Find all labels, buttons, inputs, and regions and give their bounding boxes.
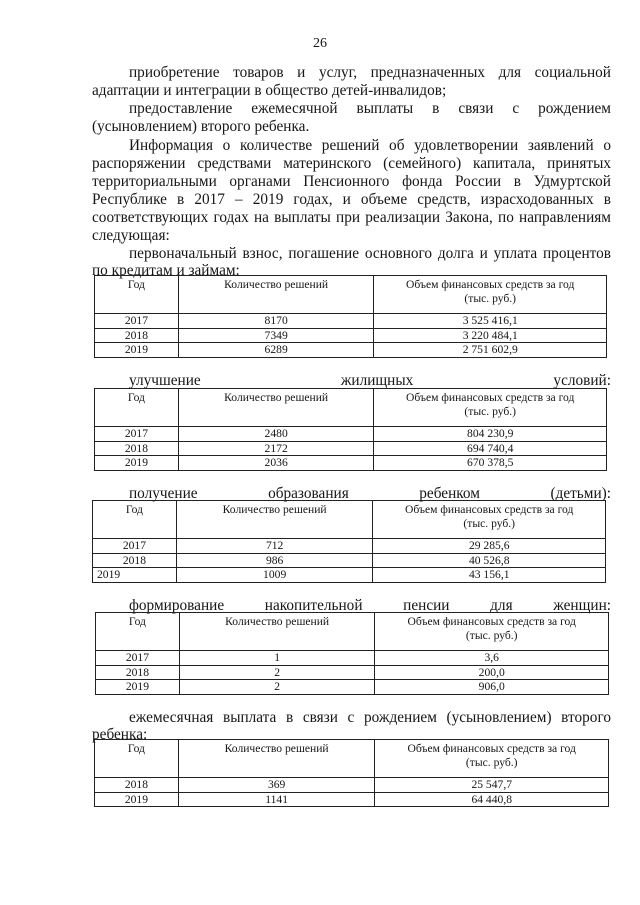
col-header-year: Год	[95, 389, 179, 427]
cell-year: 2017	[96, 651, 180, 666]
col-header-amount-line1: Объем финансовых средств за год	[405, 503, 574, 516]
col-header-amount-line2: (тыс. руб.)	[465, 628, 518, 642]
cell-count: 986	[176, 553, 373, 568]
cell-count: 712	[176, 539, 373, 554]
cell-count: 7349	[178, 328, 374, 343]
cell-amount: 694 740,4	[374, 441, 607, 456]
table-mortgage	[94, 275, 607, 358]
col-header-amount	[375, 740, 609, 778]
cell-count: 2036	[178, 456, 374, 471]
section-3-title: получение образования ребенком (детьми):	[129, 485, 611, 502]
intro-line-8: Республике в 2017 – 2019 годах, и объеме средств, израсходованных в	[92, 191, 611, 208]
intro-line-4: (усыновлением) второго ребенка.	[92, 118, 310, 135]
section-1-title-line-1: первоначальный взнос, погашение основного долга и уплата процентов	[129, 245, 611, 262]
table-row	[95, 343, 607, 358]
table-pension	[95, 612, 609, 695]
cell-amount: 804 230,9	[374, 427, 607, 442]
cell-amount: 2 751 602,9	[374, 343, 607, 358]
col-header-amount-line2: (тыс. руб.)	[465, 755, 518, 769]
cell-count: 1	[179, 651, 375, 666]
table-housing	[94, 388, 607, 471]
cell-count: 2	[179, 665, 375, 680]
section-5-title-line-2: ребенка:	[92, 726, 148, 743]
section-5-title-line-1: ежемесячная выплата в связи с рождением (усыновлением) второго	[129, 709, 611, 726]
table-row	[95, 427, 607, 442]
table-header-row	[95, 276, 607, 314]
table-row	[95, 792, 609, 807]
cell-year: 2019	[95, 343, 179, 358]
cell-year: 2017	[93, 539, 177, 554]
table-row	[95, 328, 607, 343]
table-education	[92, 500, 606, 583]
table-row	[96, 665, 609, 680]
cell-amount: 3 525 416,1	[374, 314, 607, 329]
intro-line-7: территориальными органами Пенсионного фонда России в Удмуртской	[92, 173, 611, 190]
col-header-amount	[374, 276, 607, 314]
col-header-count: Количество решений	[178, 740, 375, 778]
cell-amount: 25 547,7	[375, 778, 609, 793]
cell-count: 369	[178, 778, 375, 793]
cell-amount: 64 440,8	[375, 792, 609, 807]
col-header-count: Количество решений	[179, 613, 375, 651]
cell-count: 2	[179, 680, 375, 695]
table-row	[95, 456, 607, 471]
col-header-amount-line1: Объем финансовых средств за год	[406, 391, 575, 404]
table-header-row	[95, 740, 609, 778]
intro-line-9: соответствующих годах на выплаты при реализации Закона, по направлениям	[92, 209, 611, 226]
section-2-title: улучшение жилищных условий:	[129, 372, 611, 389]
cell-amount: 906,0	[375, 680, 609, 695]
cell-year: 2019	[93, 568, 177, 583]
cell-amount: 670 378,5	[374, 456, 607, 471]
table-row	[93, 539, 606, 554]
section-4-title: формирование накопительной пенсии для женщин:	[129, 597, 611, 614]
table-header-row	[96, 613, 609, 651]
cell-count: 6289	[178, 343, 374, 358]
col-header-year: Год	[95, 276, 179, 314]
cell-count: 2172	[178, 441, 374, 456]
cell-year: 2019	[95, 792, 179, 807]
col-header-amount	[375, 613, 609, 651]
cell-count: 8170	[178, 314, 374, 329]
intro-line-3: предоставление ежемесячной выплаты в связи с рождением	[129, 100, 611, 117]
cell-count: 1009	[176, 568, 373, 583]
cell-amount: 3 220 484,1	[374, 328, 607, 343]
cell-year: 2019	[96, 680, 180, 695]
table-row	[95, 314, 607, 329]
table-row	[95, 441, 607, 456]
col-header-count: Количество решений	[178, 276, 374, 314]
cell-count: 2480	[178, 427, 374, 442]
table-row	[96, 651, 609, 666]
table-row	[95, 778, 609, 793]
col-header-count: Количество решений	[176, 501, 373, 539]
cell-count: 1141	[178, 792, 375, 807]
intro-line-5: Информация о количестве решений об удовлетворении заявлений о	[129, 137, 611, 154]
cell-amount: 29 285,6	[373, 539, 606, 554]
col-header-year: Год	[93, 501, 177, 539]
cell-year: 2018	[95, 778, 179, 793]
col-header-amount-line1: Объем финансовых средств за год	[407, 615, 576, 628]
col-header-amount	[374, 389, 607, 427]
table-row	[93, 553, 606, 568]
intro-line-6: распоряжении средствами материнского (семейного) капитала, принятых	[92, 155, 611, 172]
col-header-amount	[373, 501, 606, 539]
intro-line-2: адаптации и интеграции в общество детей-инвалидов;	[92, 82, 447, 99]
table-row	[96, 680, 609, 695]
cell-year: 2018	[96, 665, 180, 680]
cell-year: 2017	[95, 314, 179, 329]
cell-amount: 43 156,1	[373, 568, 606, 583]
table-header-row	[95, 389, 607, 427]
cell-year: 2019	[95, 456, 179, 471]
table-row	[93, 568, 606, 583]
table-monthly-payment	[94, 739, 609, 807]
table-header-row	[93, 501, 606, 539]
cell-amount: 200,0	[375, 665, 609, 680]
col-header-amount-line2: (тыс. руб.)	[463, 516, 516, 530]
cell-amount: 40 526,8	[373, 553, 606, 568]
page-number: 26	[313, 36, 327, 51]
cell-amount: 3,6	[375, 651, 609, 666]
cell-year: 2017	[95, 427, 179, 442]
cell-year: 2018	[95, 441, 179, 456]
col-header-year: Год	[96, 613, 180, 651]
col-header-amount-line1: Объем финансовых средств за год	[406, 278, 575, 291]
col-header-amount-line1: Объем финансовых средств за год	[407, 742, 576, 755]
intro-line-1: приобретение товаров и услуг, предназначенных для социальной	[129, 64, 611, 81]
cell-year: 2018	[93, 553, 177, 568]
col-header-count: Количество решений	[178, 389, 374, 427]
col-header-year: Год	[95, 740, 179, 778]
col-header-amount-line2: (тыс. руб.)	[464, 291, 517, 305]
cell-year: 2018	[95, 328, 179, 343]
col-header-amount-line2: (тыс. руб.)	[464, 404, 517, 418]
section-1-title-line-2: по кредитам и займам:	[92, 262, 240, 279]
intro-line-10: следующая:	[92, 227, 170, 244]
